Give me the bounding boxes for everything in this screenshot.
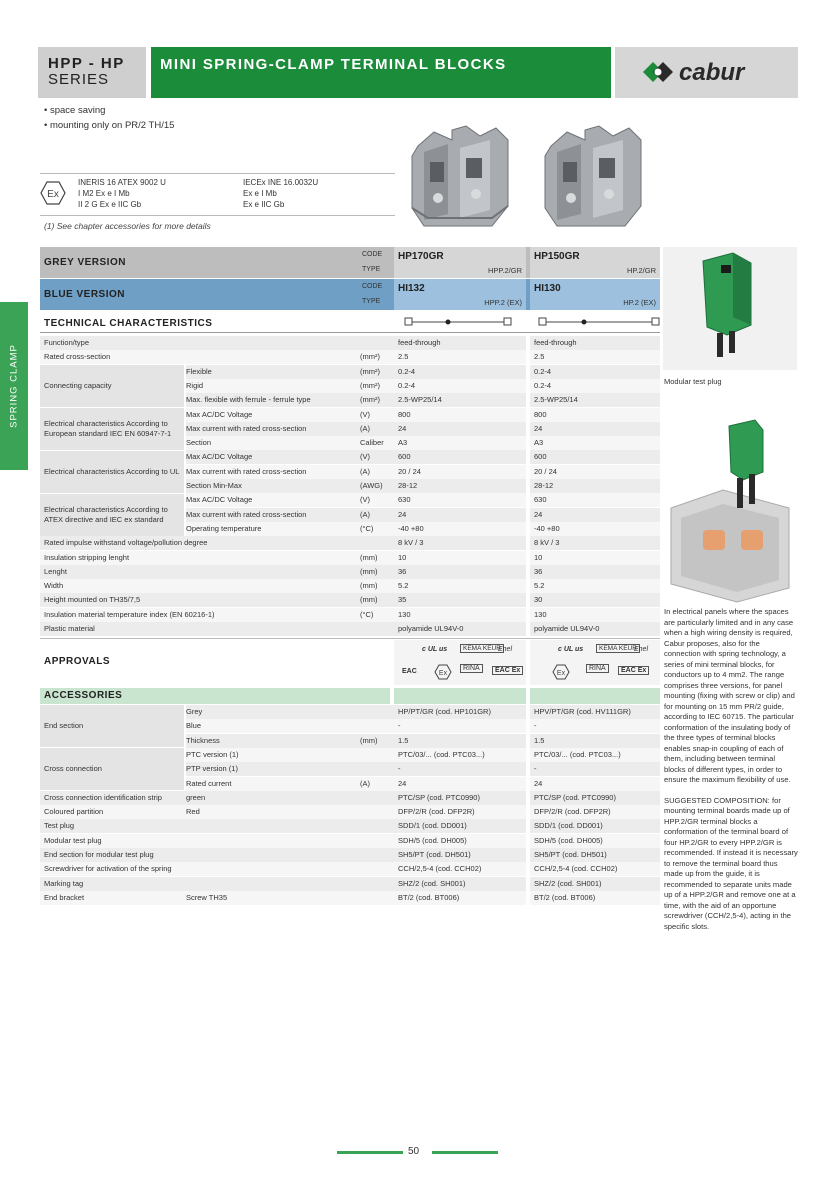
row-unit: (mm²): [360, 395, 380, 405]
table-row: [40, 336, 660, 350]
row-value-col2: SH5/PT (cod. DH501): [534, 850, 607, 859]
row-unit: (V): [360, 409, 370, 419]
row-label: Lenght: [44, 566, 67, 576]
ex-hexagon-icon: [40, 181, 66, 205]
row-label: Insulation stripping lenght: [44, 552, 130, 562]
row-unit: (A): [360, 423, 370, 433]
row-sublabel: Blue: [186, 721, 202, 731]
table-row: [40, 891, 660, 905]
approvals-title: APPROVALS: [44, 656, 110, 667]
iecex-codes: IECEx INE 16.0032U Ex e I Mb Ex e IIC Gb: [243, 178, 319, 209]
group-atex-characteristics: Electrical characteristics According to ATEX directive and IEC ex standard: [40, 494, 184, 536]
row-value-col1: DFP/2/R (cod. DFP2R): [398, 807, 475, 817]
row-value-col1: CCH/2,5-4 (cod. CCH02): [398, 864, 482, 874]
row-value-col1: 130: [398, 609, 411, 619]
series-box: [38, 47, 146, 98]
row-value-col2: SHZ/2 (cod. SH001): [534, 878, 602, 888]
row-label: Rated impulse withstand voltage/pollution degree: [44, 538, 208, 548]
approvals-col1: [394, 640, 526, 685]
eacex-mark-icon: EAC Ex: [492, 666, 523, 675]
enel-mark-icon: Enel: [498, 646, 513, 653]
row-sublabel: Max AC/DC Voltage: [186, 495, 253, 505]
footer-rule-left: [337, 1151, 403, 1154]
ex-hexagon-icon: [434, 664, 452, 680]
row-value-col2: 1.5: [534, 735, 545, 745]
rina-mark-icon: RINA: [460, 664, 483, 673]
row-sublabel: Section Min-Max: [186, 481, 242, 490]
row-unit: (°C): [360, 609, 374, 619]
row-value-col2: 630: [534, 495, 547, 505]
row-value-col1: 24: [398, 423, 407, 433]
row-label: Cross connection identification strip: [44, 792, 162, 802]
grey-version-band: GREY VERSION CODE TYPE HP170GR HPP.2/GR HP150GR HP.2/GR: [40, 247, 660, 278]
suggested-composition-paragraph: SUGGESTED COMPOSITION: for mounting terminal boards made up of HPP.2/GR terminal blocks a conformation of the terminal board of four HP.2/GR to every HPP.2/GR is recommended. If instead it is necessary to remove the terminal board thus made up from the guide, it is recommended to separate units made up of a HPP.2/GR and remove one at a time, with the aid of an opportune screwdriver (CCH/2,5-4), acting in the specific slots.: [664, 795, 798, 931]
section-side-tab: SPRING CLAMP: [0, 302, 28, 470]
row-unit: (A): [360, 778, 370, 788]
row-value-col1: SH5/PT (cod. DH501): [398, 850, 471, 859]
row-unit: (mm): [360, 566, 378, 576]
row-value-col2: SDH/5 (cod. DH005): [534, 835, 603, 845]
row-value-col2: BT/2 (cod. BT006): [534, 892, 596, 902]
test-plug-caption: Modular test plug: [664, 377, 722, 386]
table-row: [40, 622, 660, 636]
product-type: HPP.2/GR: [487, 266, 522, 275]
row-value-col2: polyamide UL94V-0: [534, 624, 600, 633]
row-value-col1: HP/PT/GR (cod. HP101GR): [398, 707, 491, 716]
brand-logo: [615, 47, 798, 98]
row-value-col2: 36: [534, 566, 543, 576]
row-value-col2: 130: [534, 609, 547, 619]
technical-characteristics-title: TECHNICAL CHARACTERISTICS: [44, 318, 213, 329]
row-value-col2: -: [534, 721, 537, 731]
kema-mark-icon: KEMA KEUR: [460, 644, 504, 653]
row-value-col2: 24: [534, 509, 543, 519]
table-row: [40, 551, 660, 565]
table-row: [40, 877, 660, 891]
group-end-section: End section: [40, 705, 184, 747]
svg-text:Ex: Ex: [556, 670, 566, 677]
row-value-col1: 2.5: [398, 352, 409, 362]
row-value-col1: 24: [398, 778, 407, 788]
row-sublabel: PTP version (1): [186, 764, 238, 774]
table-row: [40, 608, 660, 622]
page-title: MINI SPRING-CLAMP TERMINAL BLOCKS: [151, 47, 611, 98]
row-value-col2: 2.5: [534, 352, 545, 362]
product-code: HI130: [534, 283, 561, 294]
modular-test-plug-image: [663, 247, 797, 370]
row-value-col1: PTC/03/... (cod. PTC03...): [398, 749, 485, 759]
row-sublabel: Rigid: [186, 380, 204, 390]
row-unit: (°C): [360, 523, 374, 533]
terminal-with-plug-image: [663, 412, 797, 604]
row-value-col1: -40 +80: [398, 523, 424, 533]
divider: [40, 173, 395, 174]
eac-mark-icon: EAC: [402, 668, 417, 675]
row-value-col1: 1.5: [398, 735, 409, 745]
row-value-col1: 800: [398, 409, 411, 419]
group-cross-connection: Cross connection: [40, 748, 184, 790]
row-value-col2: 8 kV / 3: [534, 538, 560, 548]
product-type: HP.2 (EX): [623, 298, 656, 307]
feed-through-symbol-icon: [404, 317, 514, 327]
row-label: End bracket: [44, 892, 85, 902]
row-value-col1: 24: [398, 509, 407, 519]
row-sublabel: Max current with rated cross-section: [186, 466, 307, 476]
row-value-col1: PTC/SP (cod. PTC0990): [398, 792, 480, 802]
row-sublabel: Max AC/DC Voltage: [186, 452, 253, 462]
row-value-col1: 8 kV / 3: [398, 538, 424, 548]
row-value-col1: 0.2-4: [398, 366, 416, 376]
row-unit: (mm²): [360, 352, 380, 362]
enel-mark-icon: Enel: [634, 646, 649, 653]
product-code: HI132: [398, 283, 425, 294]
row-unit: (A): [360, 466, 370, 476]
row-sublabel: Operating temperature: [186, 523, 262, 533]
series-label: SERIES: [48, 71, 110, 88]
row-value-col1: 600: [398, 452, 411, 462]
description-paragraph: In electrical panels where the spaces are particularly limited and in any case when a high wiring density is required, Cabur proposes, also for the connection with spring technology, a series of mini terminal blocks, for conductors up to 4 mm2. The range comprises three versions, for panel mounting (fixing with screw or clip) and for mounting on 15 mm PR/2 guide, according to IEC 60715. The particular conformation of the insulating body of the three types of terminal blocks enables snap-in coupling of each of them, including between terminal blocks of different types, in order to ensure the maximum flexibility of use.: [664, 607, 795, 784]
ul-mark-icon: c UL us: [558, 646, 584, 653]
row-value-col2: SDD/1 (cod. DD001): [534, 821, 603, 831]
table-row: [40, 565, 660, 579]
feed-through-symbol-icon: [538, 317, 662, 327]
row-value-col2: 800: [534, 409, 547, 419]
row-value-col2: 0.2-4: [534, 380, 552, 390]
row-value-col2: HPV/PT/GR (cod. HV111GR): [534, 707, 631, 716]
row-unit: (mm): [360, 595, 378, 605]
grey-col2: [530, 247, 660, 278]
row-unit: (mm²): [360, 366, 380, 376]
grey-version-label: GREY VERSION: [44, 257, 126, 268]
row-value-col2: 20 / 24: [534, 466, 557, 476]
row-sublabel: green: [186, 792, 206, 802]
row-label: Screwdriver for activation of the spring: [44, 864, 172, 874]
product-code: HP170GR: [398, 251, 444, 262]
row-value-col1: SDH/5 (cod. DH005): [398, 835, 467, 845]
product-type: HP.2/GR: [626, 266, 656, 275]
row-value-col2: 5.2: [534, 581, 545, 591]
row-value-col2: 24: [534, 423, 543, 433]
cabur-logo-icon: [641, 59, 773, 85]
row-value-col2: 600: [534, 452, 547, 462]
row-unit: (V): [360, 452, 370, 462]
row-value-col1: 28-12: [398, 481, 418, 490]
row-sublabel: Max current with rated cross-section: [186, 509, 307, 519]
row-label: Function/type: [44, 338, 90, 347]
row-sublabel: Red: [186, 807, 200, 817]
bullet-item: • space saving: [44, 105, 106, 116]
row-value-col1: 630: [398, 495, 411, 505]
row-value-col1: 10: [398, 552, 407, 562]
blue-version-band: BLUE VERSION CODE TYPE HI132 HPP.2 (EX) HI130 HP.2 (EX): [40, 279, 660, 310]
row-unit: (A): [360, 509, 370, 519]
row-value-col1: 0.2-4: [398, 380, 416, 390]
row-unit: Caliber: [360, 438, 384, 448]
table-row: [40, 791, 660, 805]
row-value-col1: polyamide UL94V-0: [398, 624, 464, 633]
table-row: [40, 819, 660, 833]
row-value-col2: DFP/2/R (cod. DFP2R): [534, 807, 611, 817]
divider: [40, 638, 660, 639]
row-unit: (AWG): [360, 481, 383, 490]
svg-text:cabur: cabur: [679, 59, 745, 85]
grey-col1: [394, 247, 526, 278]
divider: [40, 332, 660, 333]
row-label: Rated cross-section: [44, 352, 111, 362]
table-row: [40, 834, 660, 848]
row-sublabel: Max current with rated cross-section: [186, 423, 307, 433]
group-iec-characteristics: Electrical characteristics According to European standard IEC EN 60947-7-1: [40, 408, 184, 450]
row-sublabel: Thickness: [186, 735, 220, 745]
product-type: HPP.2 (EX): [484, 298, 522, 307]
row-value-col2: 28-12: [534, 481, 554, 490]
row-value-col2: PTC/SP (cod. PTC0990): [534, 792, 616, 802]
group-ul-characteristics: Electrical characteristics According to UL: [40, 451, 184, 493]
table-row: [40, 593, 660, 607]
row-sublabel: PTC version (1): [186, 749, 239, 759]
bullet-item: • mounting only on PR/2 TH/15: [44, 120, 175, 131]
row-value-col2: 10: [534, 552, 543, 562]
row-value-col1: A3: [398, 438, 408, 448]
approvals-col2: [530, 640, 660, 685]
row-value-col1: 2.5-WP25/14: [398, 395, 442, 405]
row-value-col2: -: [534, 764, 537, 774]
row-sublabel: Max. flexible with ferrule - ferrule type: [186, 395, 311, 405]
row-unit: (mm): [360, 581, 378, 591]
row-value-col1: SDD/1 (cod. DD001): [398, 821, 467, 831]
row-label: Height mounted on TH35/7,5: [44, 595, 141, 605]
row-value-col2: 24: [534, 778, 543, 788]
row-label: Insulation material temperature index (EN 60216-1): [44, 609, 215, 619]
table-row: [40, 350, 660, 364]
row-value-col2: -40 +80: [534, 523, 560, 533]
group-connecting-capacity: Connecting capacity: [40, 365, 184, 407]
blue-version-label: BLUE VERSION: [44, 289, 126, 300]
row-unit: (V): [360, 495, 370, 505]
row-sublabel: Max AC/DC Voltage: [186, 409, 253, 419]
svg-text:Ex: Ex: [438, 670, 448, 677]
accessories-title: ACCESSORIES: [44, 690, 123, 701]
atex-codes: INERIS 16 ATEX 9002 U I M2 Ex e I Mb II 2 G Ex e IIC Gb: [78, 178, 166, 209]
feature-bullets: [44, 103, 174, 133]
footer-rule-right: [432, 1151, 498, 1154]
series-code: HPP - HP: [48, 55, 125, 72]
row-value-col2: A3: [534, 438, 544, 448]
hp170gr-product-image: [404, 122, 514, 234]
blue-col2: [530, 279, 660, 310]
row-label: Width: [44, 581, 64, 591]
blue-col1: [394, 279, 526, 310]
row-unit: (mm²): [360, 380, 380, 390]
row-value-col1: SHZ/2 (cod. SH001): [398, 878, 466, 888]
row-label: Modular test plug: [44, 835, 102, 845]
row-value-col1: -: [398, 721, 401, 731]
ex-hexagon-icon: [552, 664, 570, 680]
row-sublabel: Section: [186, 438, 212, 448]
divider: [40, 215, 395, 216]
table-row: [40, 848, 660, 862]
accessories-band: [40, 688, 660, 704]
table-row: [40, 536, 660, 550]
row-value-col2: 0.2-4: [534, 366, 552, 376]
rina-mark-icon: RINA: [586, 664, 609, 673]
row-value-col1: -: [398, 764, 401, 774]
row-value-col2: feed-through: [534, 338, 577, 347]
eacex-mark-icon: EAC Ex: [618, 666, 649, 675]
row-label: Coloured partition: [44, 807, 104, 817]
page-number: 50: [408, 1146, 420, 1157]
row-value-col2: PTC/03/... (cod. PTC03...): [534, 749, 621, 759]
row-value-col1: 5.2: [398, 581, 409, 591]
row-value-col1: 20 / 24: [398, 466, 421, 476]
row-value-col1: 35: [398, 595, 407, 605]
svg-text:Ex: Ex: [47, 189, 59, 200]
row-label: Marking tag: [44, 878, 84, 888]
description-text: [664, 607, 798, 942]
row-value-col2: 2.5-WP25/14: [534, 395, 578, 405]
footnote: (1) See chapter accessories for more details: [44, 221, 211, 231]
row-sublabel: Screw TH35: [186, 892, 228, 902]
row-unit: (mm): [360, 552, 378, 562]
hp150gr-product-image: [537, 122, 647, 234]
row-sublabel: Grey: [186, 707, 203, 716]
ul-mark-icon: c UL us: [422, 646, 448, 653]
row-label: Plastic material: [44, 624, 95, 633]
row-value-col1: feed-through: [398, 338, 441, 347]
row-label: End section for modular test plug: [44, 850, 154, 859]
kema-mark-icon: KEMA KEUR: [596, 644, 640, 653]
table-row: [40, 805, 660, 819]
row-value-col2: 30: [534, 595, 543, 605]
row-value-col1: 36: [398, 566, 407, 576]
row-value-col2: CCH/2,5-4 (cod. CCH02): [534, 864, 618, 874]
row-value-col1: BT/2 (cod. BT006): [398, 892, 460, 902]
row-sublabel: Rated current: [186, 778, 232, 788]
table-row: [40, 579, 660, 593]
row-sublabel: Flexible: [186, 366, 212, 376]
table-row: [40, 862, 660, 876]
row-label: Test plug: [44, 821, 75, 831]
product-code: HP150GR: [534, 251, 580, 262]
row-unit: (mm): [360, 735, 378, 745]
